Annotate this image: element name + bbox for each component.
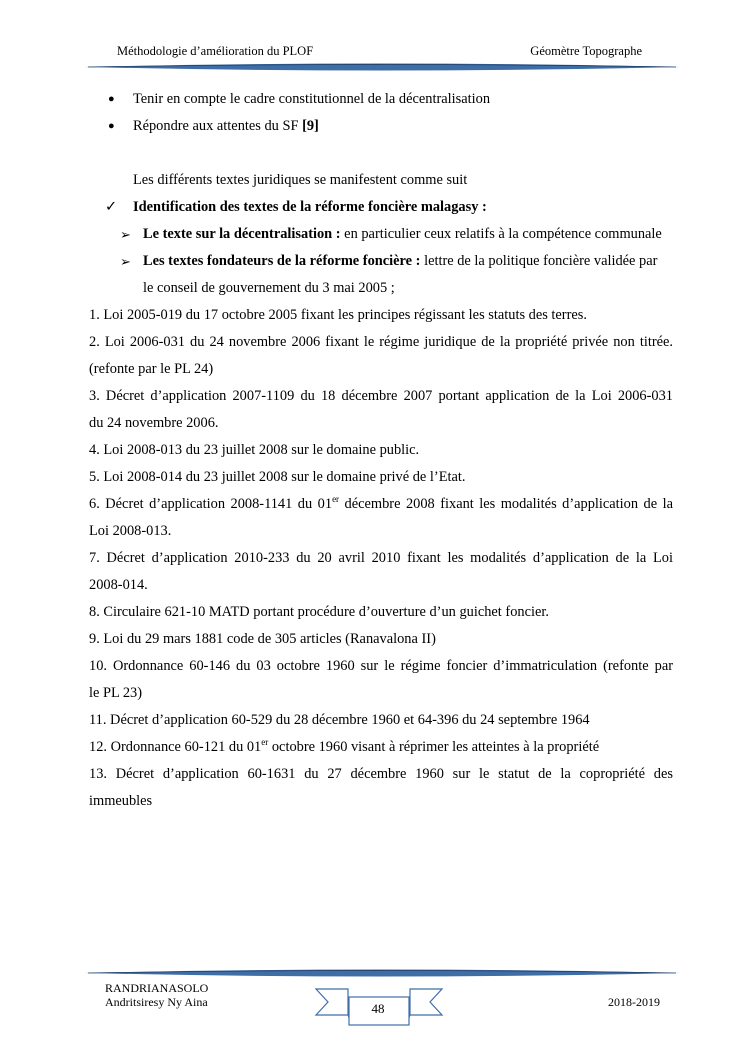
header-title: Méthodologie d’amélioration du PLOF [117,44,314,58]
section-heading: ✓ Identification des textes de la réforme foncière malagasy : [89,194,673,221]
law-item-continuation: immeubles [89,793,153,809]
citation-ref: [9] [302,118,319,134]
list-item: ➢ Les textes fondateurs de la réforme foncière : lettre de la politique foncière validée par [89,248,673,275]
law-item-continuation: du 24 novembre 2006. [89,415,219,431]
list-item: ● Répondre aux attentes du SF [9] [89,113,673,140]
page-body [89,86,673,815]
law-item-continuation: 2008-014. [89,577,148,593]
footer-rule [84,967,680,979]
law-item-continuation: le PL 23) [89,685,143,701]
arrow-icon: ➢ [120,254,131,269]
list-item: ● Tenir en compte le cadre constitutionnel de la décentralisation [89,86,673,113]
law-item: 13. Décret d’application 60-1631 du 27 décembre 1960 sur le statut de la copropriété des [89,766,673,782]
law-item-continuation: (refonte par le PL 24) [89,361,214,377]
law-item: 2. Loi 2006-031 du 24 novembre 2006 fixant le régime juridique de la propriété privée non titrée. [89,334,673,350]
law-item: 9. Loi du 29 mars 1881 code de 305 articles (Ranavalona II) [89,631,436,647]
author-name: RANDRIANASOLO Andritsiresy Ny Aina [105,981,209,1009]
check-icon: ✓ [105,199,118,215]
list-item: ➢ Le texte sur la décentralisation : en particulier ceux relatifs à la compétence communale [89,221,673,248]
law-item: 4. Loi 2008-013 du 23 juillet 2008 sur le domaine public. [89,442,420,458]
header-rule [84,61,680,73]
intro-sentence: Les différents textes juridiques se manifestent comme suit [133,172,468,188]
law-item: 8. Circulaire 621-10 MATD portant procédure d’ouverture d’un guichet foncier. [89,604,549,620]
law-item: 12. Ordonnance 60-121 du 01er octobre 1960 visant à réprimer les atteintes à la propriété [89,737,600,755]
header-subtitle: Géomètre Topographe [530,44,642,58]
page-number: 48 [371,1001,385,1016]
bullet-icon: ● [108,93,115,105]
law-item-continuation: Loi 2008-013. [89,523,172,539]
law-item: 1. Loi 2005-019 du 17 octobre 2005 fixant les principes régissant les statuts des terres. [89,307,587,323]
list-item-continuation: le conseil de gouvernement du 3 mai 2005 ; [143,280,395,296]
bullet-icon: ● [108,120,115,132]
law-item: 5. Loi 2008-014 du 23 juillet 2008 sur le domaine privé de l’Etat. [89,469,466,485]
academic-year: 2018-2019 [608,995,660,1009]
law-item: 6. Décret d’application 2008-1141 du 01er décembre 2008 fixant les modalités d’application de la [89,494,673,512]
law-item: 3. Décret d’application 2007-1109 du 18 décembre 2007 portant application de la Loi 2006-031 [89,388,673,404]
arrow-icon: ➢ [120,227,131,242]
law-item: 7. Décret d’application 2010-233 du 20 avril 2010 fixant les modalités d’application de la Loi [89,550,673,566]
law-item: 10. Ordonnance 60-146 du 03 octobre 1960 sur le régime foncier d’immatriculation (refonte par [89,658,673,674]
law-item: 11. Décret d’application 60-529 du 28 décembre 1960 et 64-396 du 24 septembre 1964 [89,712,590,728]
